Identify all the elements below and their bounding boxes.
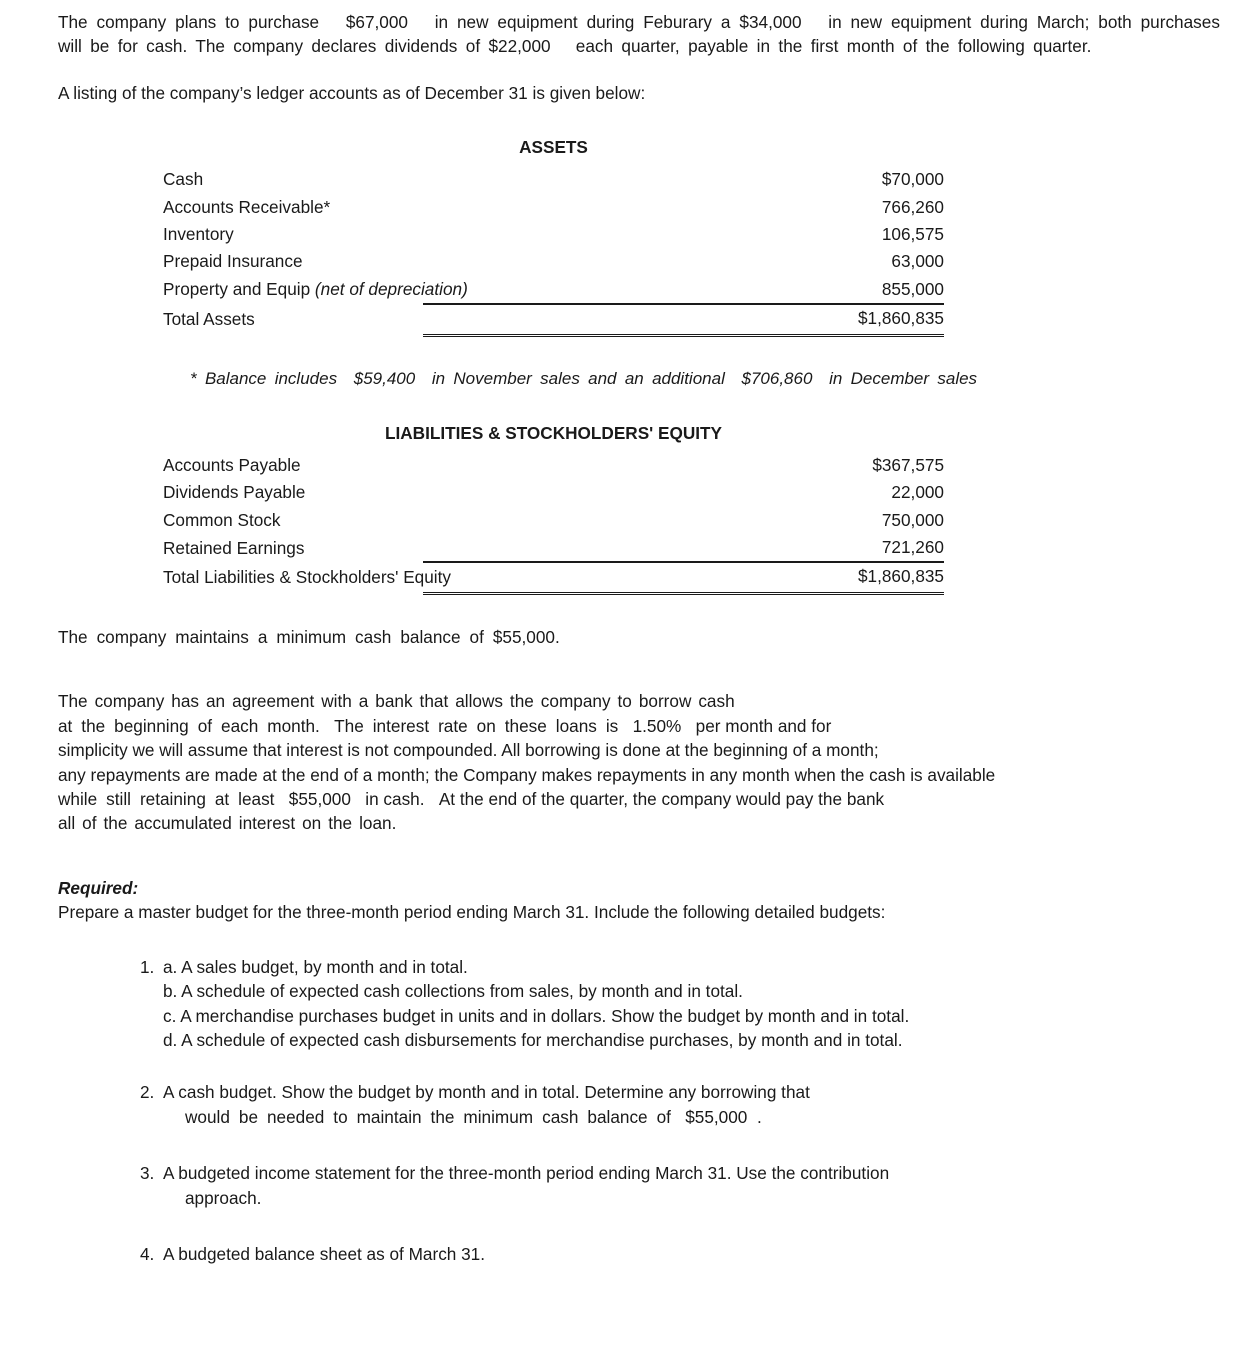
receivable-footnote bbox=[58, 367, 1220, 391]
bank-line5-a: while still retaining at least bbox=[58, 788, 275, 809]
total-value: $1,860,835 bbox=[684, 304, 944, 335]
table-row bbox=[163, 506, 944, 533]
spacer bbox=[58, 1052, 1220, 1080]
table-row bbox=[163, 275, 944, 303]
bank-line2-a: at the beginning of each month. bbox=[58, 715, 320, 736]
required-instruction: Prepare a master budget for the three-month period ending March 31. Include the following detailed budgets: bbox=[58, 902, 886, 923]
min-cash-paragraph bbox=[58, 625, 1220, 649]
spacer-cell bbox=[423, 534, 683, 562]
min-cash-text-b: . bbox=[554, 626, 560, 647]
required-items-list bbox=[58, 955, 1220, 1267]
equipment-feb-amount: $67,000 bbox=[345, 12, 408, 32]
bank-line2-b: The interest rate on these loans is bbox=[334, 715, 619, 736]
row-value: 750,000 bbox=[881, 509, 944, 530]
item3-line-1: A budgeted income statement for the three-month period ending March 31. Use the contribution bbox=[163, 1163, 890, 1184]
min-cash-amount: $55,000 bbox=[492, 626, 555, 647]
bank-line-2 bbox=[58, 714, 1220, 738]
retain-min-cash-amount: $55,000 bbox=[288, 788, 351, 809]
row-label: Dividends Payable bbox=[163, 482, 306, 503]
liabilities-heading: LIABILITIES & STOCKHOLDERS' EQUITY bbox=[384, 422, 723, 443]
december-sales-amount: $706,860 bbox=[741, 368, 813, 388]
footnote-middle: in November sales and an additional bbox=[431, 368, 725, 388]
row-label: Prepaid Insurance bbox=[163, 251, 303, 272]
row-label: Accounts Receivable* bbox=[163, 196, 331, 217]
row-value: $70,000 bbox=[881, 169, 944, 190]
table-row bbox=[163, 479, 944, 506]
row-value: 63,000 bbox=[891, 251, 944, 272]
list-marker: 2. bbox=[140, 1082, 155, 1103]
bank-line-1: The company has an agreement with a bank that allows the company to borrow cash bbox=[58, 691, 735, 712]
table-row bbox=[163, 534, 944, 562]
spacer bbox=[58, 1210, 1220, 1242]
row-value: 766,260 bbox=[881, 196, 944, 217]
table-row bbox=[163, 166, 944, 193]
interest-rate: 1.50% bbox=[632, 715, 682, 736]
bank-line2-c: per month and for bbox=[695, 715, 832, 736]
list-item bbox=[58, 1242, 1220, 1266]
row-value: 721,260 bbox=[684, 534, 944, 562]
spacer-cell bbox=[423, 506, 683, 533]
row-label-plain: Property and Equip bbox=[163, 279, 315, 300]
bank-line-4: any repayments are made at the end of a month; the Company makes repayments in any month when the cash is available bbox=[58, 764, 996, 785]
spacer bbox=[58, 595, 1220, 625]
intro-line2-a: during March; both purchases will be for cash. The company declares dividends of bbox=[58, 12, 1220, 57]
list-marker: 1. bbox=[140, 956, 155, 977]
row-label: Retained Earnings bbox=[163, 537, 305, 558]
spacer bbox=[58, 59, 1220, 81]
item4-line-1: A budgeted balance sheet as of March 31. bbox=[163, 1244, 486, 1265]
row-value: $367,575 bbox=[872, 454, 944, 475]
required-sublist bbox=[163, 955, 1220, 1053]
footnote-suffix: in December sales bbox=[829, 368, 978, 388]
item3-line-2: approach. bbox=[185, 1187, 262, 1208]
assets-table bbox=[163, 135, 944, 336]
row-label-note: (net of depreciation) bbox=[314, 279, 468, 300]
row-label: Cash bbox=[163, 169, 204, 190]
spacer bbox=[58, 925, 1220, 955]
dividends-amount: $22,000 bbox=[488, 36, 551, 57]
row-label bbox=[163, 275, 468, 303]
intro-paragraph bbox=[58, 10, 1220, 59]
bank-line-5 bbox=[58, 787, 1220, 811]
spacer-cell bbox=[423, 193, 683, 220]
table-total-row bbox=[163, 562, 944, 593]
assets-heading: ASSETS bbox=[519, 137, 588, 158]
intro-line1-c: in new equipment bbox=[828, 12, 972, 32]
item2-min-cash-amount: $55,000 bbox=[685, 1106, 748, 1127]
row-label: Inventory bbox=[163, 224, 234, 245]
november-sales-amount: $59,400 bbox=[353, 368, 416, 388]
row-label: Accounts Payable bbox=[163, 454, 301, 475]
footnote-prefix: * Balance includes bbox=[190, 368, 338, 388]
table-row bbox=[163, 248, 944, 275]
spacer bbox=[58, 1129, 1220, 1161]
list-marker: 3. bbox=[140, 1163, 155, 1184]
total-label: Total Assets bbox=[163, 309, 255, 330]
spacer bbox=[58, 337, 1220, 367]
intro-line1-a: The company plans to purchase bbox=[58, 12, 320, 32]
list-item bbox=[58, 1080, 1220, 1129]
spacer-cell bbox=[423, 221, 683, 248]
table-row bbox=[163, 193, 944, 220]
liabilities-heading-row bbox=[163, 421, 944, 451]
required-heading: Required: bbox=[58, 877, 139, 898]
row-value: 855,000 bbox=[684, 275, 944, 303]
bank-line-3: simplicity we will assume that interest is not compounded. All borrowing is done at the beginning of a month; bbox=[58, 740, 879, 761]
list-item: b. A schedule of expected cash collections from sales, by month and in total. bbox=[163, 981, 743, 1002]
row-value: 22,000 bbox=[891, 482, 944, 503]
intro-line1-b: in new equipment during Feburary a bbox=[434, 12, 731, 32]
liabilities-table bbox=[163, 421, 944, 595]
list-item: a. A sales budget, by month and in total. bbox=[163, 956, 468, 977]
spacer-cell bbox=[423, 451, 683, 478]
list-item bbox=[58, 955, 1220, 1053]
table-row bbox=[163, 451, 944, 478]
list-item: c. A merchandise purchases budget in units and in dollars. Show the budget by month and in total. bbox=[163, 1005, 910, 1026]
list-marker: 4. bbox=[140, 1244, 155, 1265]
spacer-cell bbox=[423, 304, 683, 335]
intro-line3: in the first month of the following quarter. bbox=[756, 36, 1092, 57]
total-value: $1,860,835 bbox=[684, 562, 944, 593]
item2-line-1: A cash budget. Show the budget by month and in total. Determine any borrowing that bbox=[163, 1082, 810, 1103]
spacer-cell bbox=[423, 166, 683, 193]
bank-line5-c: At the end of the quarter, the company would pay the bank bbox=[438, 788, 885, 809]
item2-line-2 bbox=[163, 1105, 1220, 1129]
item2-line2-a: would be needed to maintain the minimum cash balance of bbox=[185, 1106, 671, 1127]
row-label: Common Stock bbox=[163, 509, 281, 530]
intro-line2-b: each quarter, payable bbox=[575, 36, 749, 57]
spacer bbox=[58, 649, 1220, 689]
row-value: 106,575 bbox=[881, 224, 944, 245]
list-item bbox=[58, 1161, 1220, 1210]
total-label: Total Liabilities & Stockholders' Equity bbox=[163, 567, 451, 588]
table-total-row bbox=[163, 304, 944, 335]
min-cash-text-a: The company maintains a minimum cash balance of bbox=[58, 626, 484, 647]
spacer-cell bbox=[423, 562, 683, 593]
spacer-cell bbox=[423, 248, 683, 275]
table-row bbox=[163, 221, 944, 248]
spacer bbox=[58, 836, 1220, 876]
bank-line5-b: in cash. bbox=[365, 788, 425, 809]
assets-heading-row bbox=[163, 135, 944, 165]
ledger-intro-line: A listing of the company’s ledger accounts as of December 31 is given below: bbox=[58, 82, 646, 103]
equipment-mar-amount: $34,000 bbox=[739, 12, 802, 32]
bank-line-6: all of the accumulated interest on the loan. bbox=[58, 813, 397, 834]
spacer-cell bbox=[423, 479, 683, 506]
list-item: d. A schedule of expected cash disbursements for merchandise purchases, by month and in total. bbox=[163, 1029, 903, 1050]
item2-line2-b: . bbox=[756, 1106, 762, 1127]
bank-agreement-paragraph bbox=[58, 689, 1220, 836]
spacer bbox=[58, 391, 1220, 421]
spacer bbox=[58, 105, 1220, 135]
